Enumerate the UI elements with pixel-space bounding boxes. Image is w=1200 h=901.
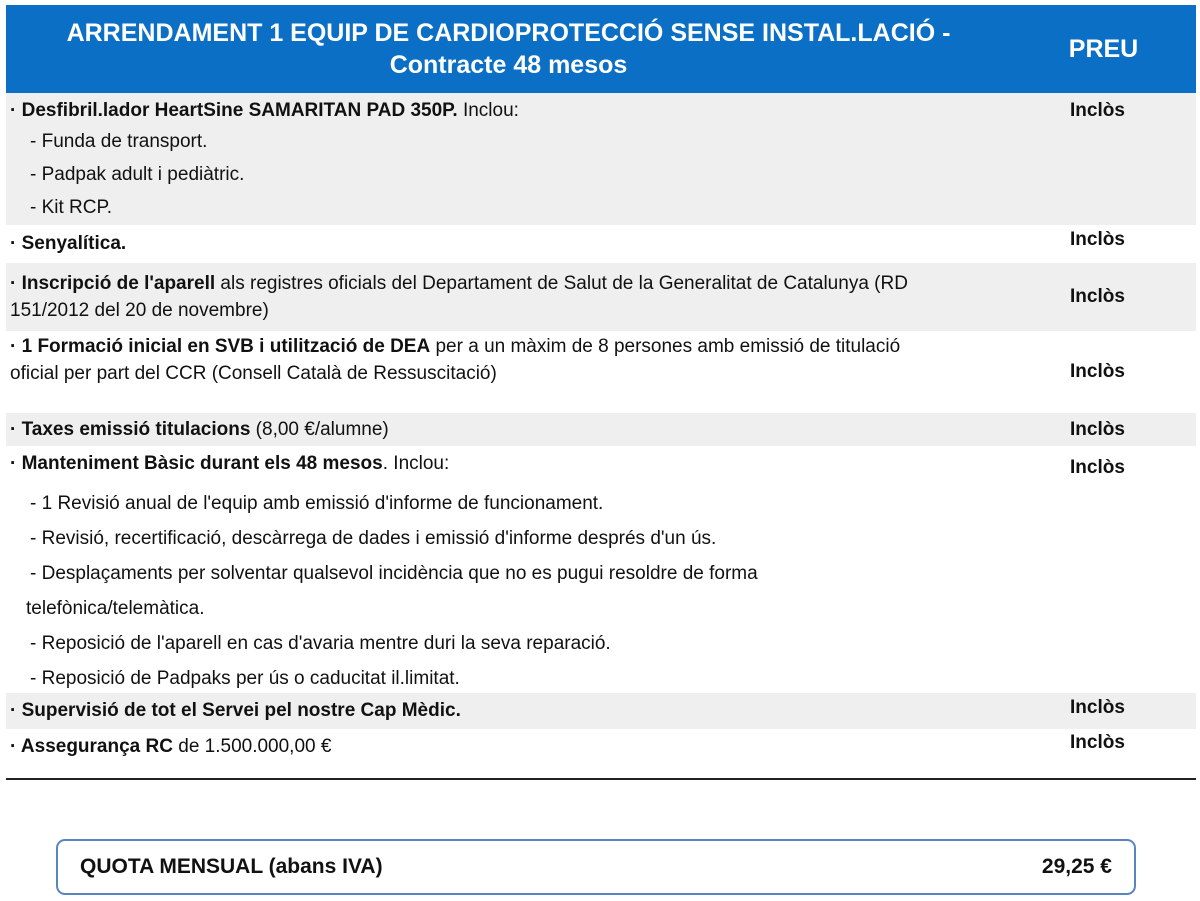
row-description — [6, 233, 1018, 255]
row-subitem: - Reposició de Padpaks per ús o caducitat il.limitat. — [30, 668, 460, 689]
table-bottom-rule — [6, 778, 1196, 780]
row-subitem: - Padpak adult i pediàtric. — [30, 164, 245, 185]
row-bold-text: · Desfibril.lador HeartSine SAMARITAN PAD 350P. — [10, 100, 458, 121]
row-price: Inclòs — [1070, 697, 1125, 718]
row-description — [6, 736, 1018, 758]
table-row-registration — [6, 263, 1196, 331]
row-subitem: - Revisió, recertificació, descàrrega de dades i emissió d'informe després d'un ús. — [30, 528, 717, 549]
table-header — [6, 5, 1196, 93]
table-row-signage — [6, 225, 1196, 263]
row-price: Inclòs — [1070, 457, 1125, 478]
row-description — [6, 270, 1018, 324]
table-row-training — [6, 331, 1196, 413]
row-subitem: - Reposició de l'aparell en cas d'avaria mentre duri la seva reparació. — [30, 633, 611, 654]
row-price: Inclòs — [1070, 732, 1125, 753]
table-row-defibrillator — [6, 93, 1196, 225]
row-description — [6, 448, 1018, 693]
row-price: Inclòs — [1070, 361, 1125, 382]
row-description — [6, 331, 1018, 413]
row-text: per a un màxim de 8 persones amb emissió de titulació — [430, 336, 901, 357]
row-text: de 1.500.000,00 € — [172, 736, 332, 757]
pricing-table — [6, 5, 1196, 765]
header-title-line2: Contracte 48 mesos — [389, 51, 628, 79]
row-bold-text: · Assegurança RC — [10, 736, 173, 757]
header-title — [6, 5, 1011, 93]
row-bold-text: · 1 Formació inicial en SVB i utilització de DEA — [10, 336, 431, 357]
row-bold-text: · Senyalítica. — [10, 233, 127, 254]
monthly-fee-label: QUOTA MENSUAL (abans IVA) — [80, 855, 383, 878]
row-bold-text: · Manteniment Bàsic durant els 48 mesos — [10, 453, 383, 474]
table-row-supervision — [6, 693, 1196, 729]
row-price: Inclòs — [1070, 229, 1125, 250]
header-price-label: PREU — [1068, 34, 1139, 63]
row-price: Inclòs — [1070, 286, 1125, 307]
monthly-fee-box — [56, 839, 1136, 895]
table-row-maintenance — [6, 446, 1196, 693]
row-price: Inclòs — [1070, 418, 1125, 440]
row-text: (8,00 €/alumne) — [250, 418, 389, 440]
row-text: als registres oficials del Departament de Salut de la Generalitat de Catalunya (RD — [215, 273, 908, 294]
table-row-insurance — [6, 729, 1196, 765]
row-description — [6, 700, 1018, 722]
header-title-line1: ARRENDAMENT 1 EQUIP DE CARDIOPROTECCIÓ SENSE INSTAL.LACIÓ - — [66, 19, 951, 47]
row-subitem: - 1 Revisió anual de l'equip amb emissió d'informe de funcionament. — [30, 493, 604, 514]
row-text-line2: oficial per part del CCR (Consell Català de Ressuscitació) — [10, 363, 497, 384]
row-price: Inclòs — [1070, 100, 1125, 121]
table-row-fees — [6, 413, 1196, 446]
monthly-fee-value: 29,25 € — [1041, 855, 1112, 878]
row-bold-text: · Inscripció de l'aparell — [10, 273, 216, 294]
row-text-line2: 151/2012 del 20 de novembre) — [10, 300, 269, 321]
row-text: . Inclou: — [382, 453, 450, 474]
row-subitem: - Kit RCP. — [30, 197, 113, 218]
row-description — [6, 97, 1018, 225]
row-subitem: - Desplaçaments per solventar qualsevol incidència que no es pugui resoldre de forma — [30, 563, 758, 584]
row-bold-text: · Taxes emissió titulacions — [10, 418, 251, 440]
row-text: Inclou: — [457, 100, 519, 121]
row-bold-text: · Supervisió de tot el Servei pel nostre Cap Mèdic. — [10, 700, 461, 721]
row-subitem: telefònica/telemàtica. — [26, 598, 205, 619]
row-description — [6, 419, 1018, 441]
row-subitem: - Funda de transport. — [30, 131, 208, 152]
